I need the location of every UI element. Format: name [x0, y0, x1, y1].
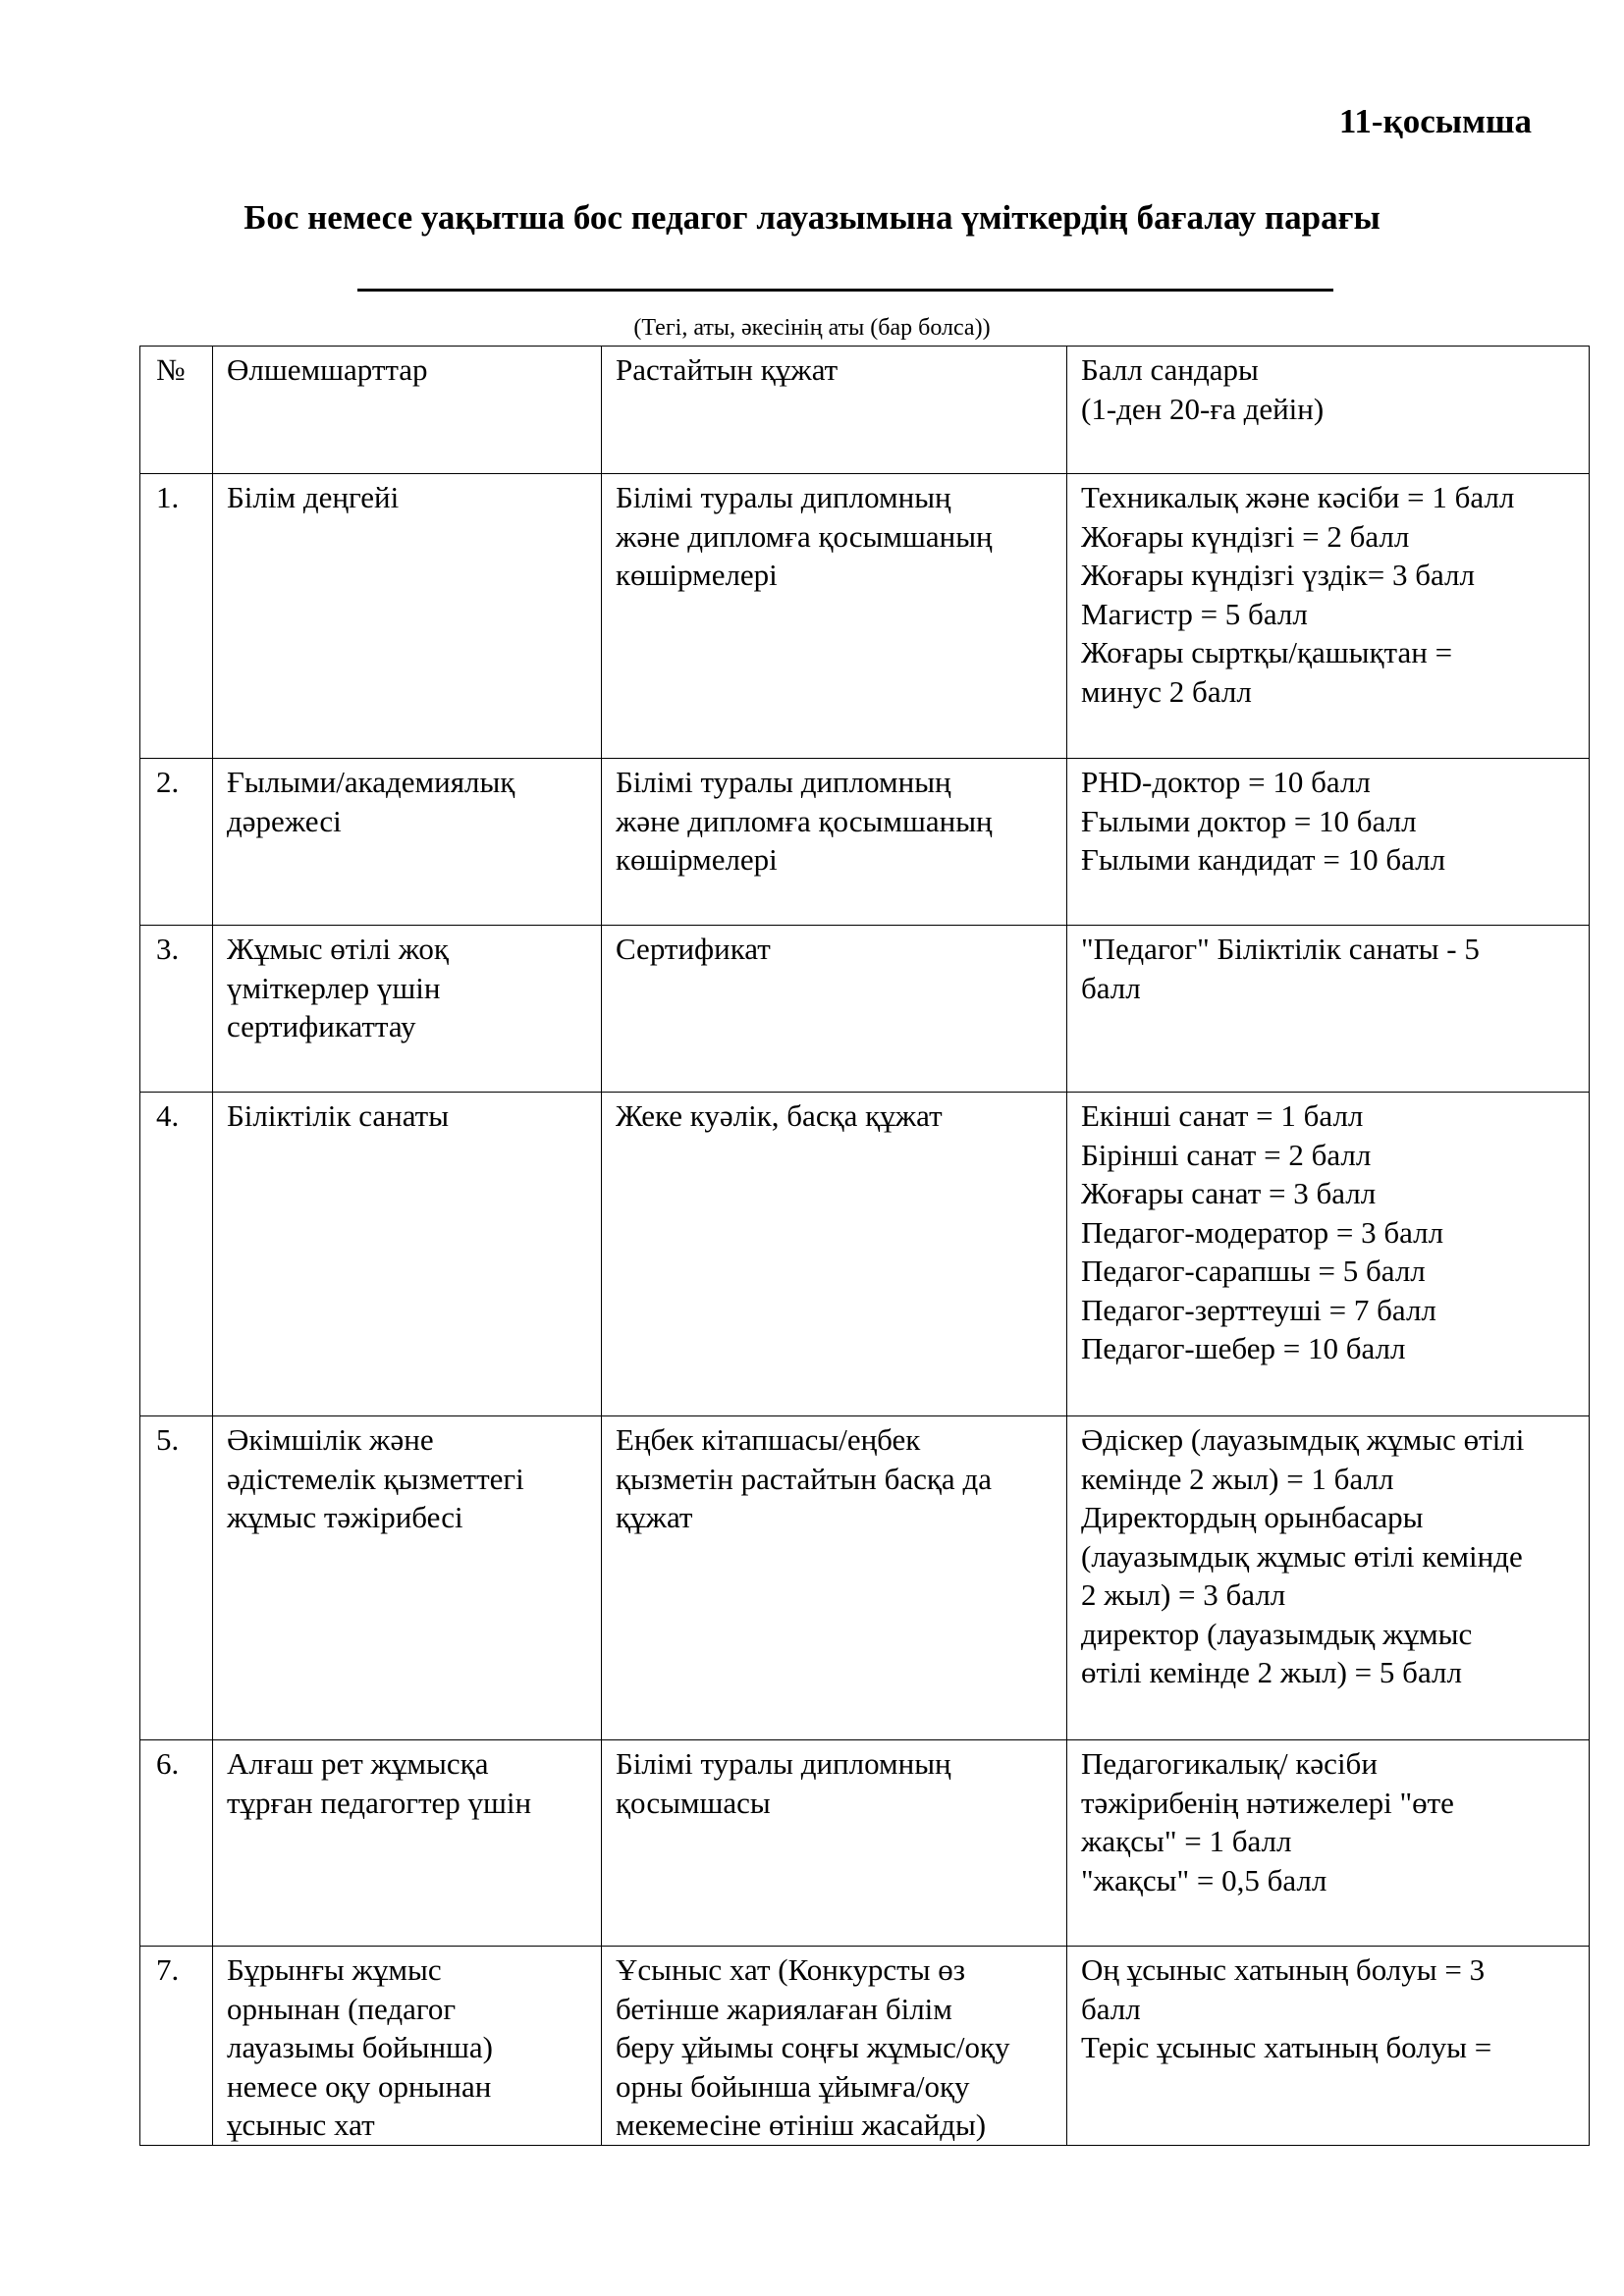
table-row — [140, 1740, 1590, 1947]
row-number: 3. — [140, 926, 213, 1093]
row-criterion: Әкімшілік және әдістемелік қызметтегі жұмыс тәжірибесі — [213, 1416, 602, 1740]
header-points: Балл сандары (1-ден 20-ға дейін) — [1067, 347, 1590, 474]
row-points: Педагогикалық/ кәсіби тәжірибенің нәтижелері "өте жақсы" = 1 балл "жақсы" = 0,5 балл — [1067, 1740, 1590, 1947]
table-row — [140, 1093, 1590, 1416]
row-points: Екінші санат = 1 балл Бірінші санат = 2 балл Жоғары санат = 3 балл Педагог-модератор = 3 балл Педагог-сарапшы = 5 балл Педагог-зерттеуші = 7 балл Педагог-шебер = 10 балл — [1067, 1093, 1590, 1416]
row-document: Ұсыныс хат (Конкурсты өз бетінше жариялаған білім беру ұйымы соңғы жұмыс/оқу орны бойынша ұйымға/оқу мекемесіне өтініш жасайды) — [602, 1947, 1067, 2146]
row-number: 2. — [140, 759, 213, 926]
table-row — [140, 1416, 1590, 1740]
row-points: "Педагог" Біліктілік санаты - 5 балл — [1067, 926, 1590, 1093]
table-row — [140, 474, 1590, 759]
row-document: Білімі туралы дипломның қосымшасы — [602, 1740, 1067, 1947]
row-criterion: Бұрынғы жұмыс орнынан (педагог лауазымы бойынша) немесе оқу орнынан ұсыныс хат — [213, 1947, 602, 2146]
row-criterion: Жұмыс өтілі жоқ үміткерлер үшін сертификаттау — [213, 926, 602, 1093]
table-row — [140, 1947, 1590, 2146]
row-document: Білімі туралы дипломның және дипломға қосымшаның көшірмелері — [602, 474, 1067, 759]
row-number: 5. — [140, 1416, 213, 1740]
header-document: Растайтын құжат — [602, 347, 1067, 474]
header-number: № — [140, 347, 213, 474]
row-number: 7. — [140, 1947, 213, 2146]
row-criterion: Ғылыми/академиялық дәрежесі — [213, 759, 602, 926]
row-criterion: Біліктілік санаты — [213, 1093, 602, 1416]
row-document: Жеке куәлік, басқа құжат — [602, 1093, 1067, 1416]
header-criteria: Өлшемшарттар — [213, 347, 602, 474]
row-document: Еңбек кітапшасы/еңбек қызметін растайтын басқа да құжат — [602, 1416, 1067, 1740]
row-points: PHD-доктор = 10 балл Ғылыми доктор = 10 балл Ғылыми кандидат = 10 балл — [1067, 759, 1590, 926]
table-header-row — [140, 347, 1590, 474]
table-row — [140, 759, 1590, 926]
row-criterion: Алғаш рет жұмысқа тұрған педагогтер үшін — [213, 1740, 602, 1947]
page-title: Бос немесе уақытша бос педагог лауазымына үміткердің бағалау парағы — [244, 198, 1380, 237]
row-document: Сертификат — [602, 926, 1067, 1093]
table-row — [140, 926, 1590, 1093]
row-document: Білімі туралы дипломның және дипломға қосымшаның көшірмелері — [602, 759, 1067, 926]
row-points: Оң ұсыныс хатының болуы = 3 балл Теріс ұсыныс хатының болуы = — [1067, 1947, 1590, 2146]
row-number: 1. — [140, 474, 213, 759]
row-criterion: Білім деңгейі — [213, 474, 602, 759]
name-caption: (Тегі, аты, әкесінің аты (бар болса)) — [633, 315, 991, 341]
annex-label: 11-қосымша — [1338, 102, 1532, 140]
row-number: 4. — [140, 1093, 213, 1416]
row-points: Әдіскер (лауазымдық жұмыс өтілі кемінде 2 жыл) = 1 балл Директордың орынбасары (лауазымдық жұмыс өтілі кемінде 2 жыл) = 3 балл директор (лауазымдық жұмыс өтілі кемінде 2 жыл) = 5 балл — [1067, 1416, 1590, 1740]
criteria-table — [139, 346, 1590, 2146]
name-fill-line — [357, 289, 1333, 292]
row-points: Техникалық және кәсіби = 1 балл Жоғары күндізгі = 2 балл Жоғары күндізгі үздік= 3 балл Магистр = 5 балл Жоғары сыртқы/қашықтан = минус 2 балл — [1067, 474, 1590, 759]
row-number: 6. — [140, 1740, 213, 1947]
